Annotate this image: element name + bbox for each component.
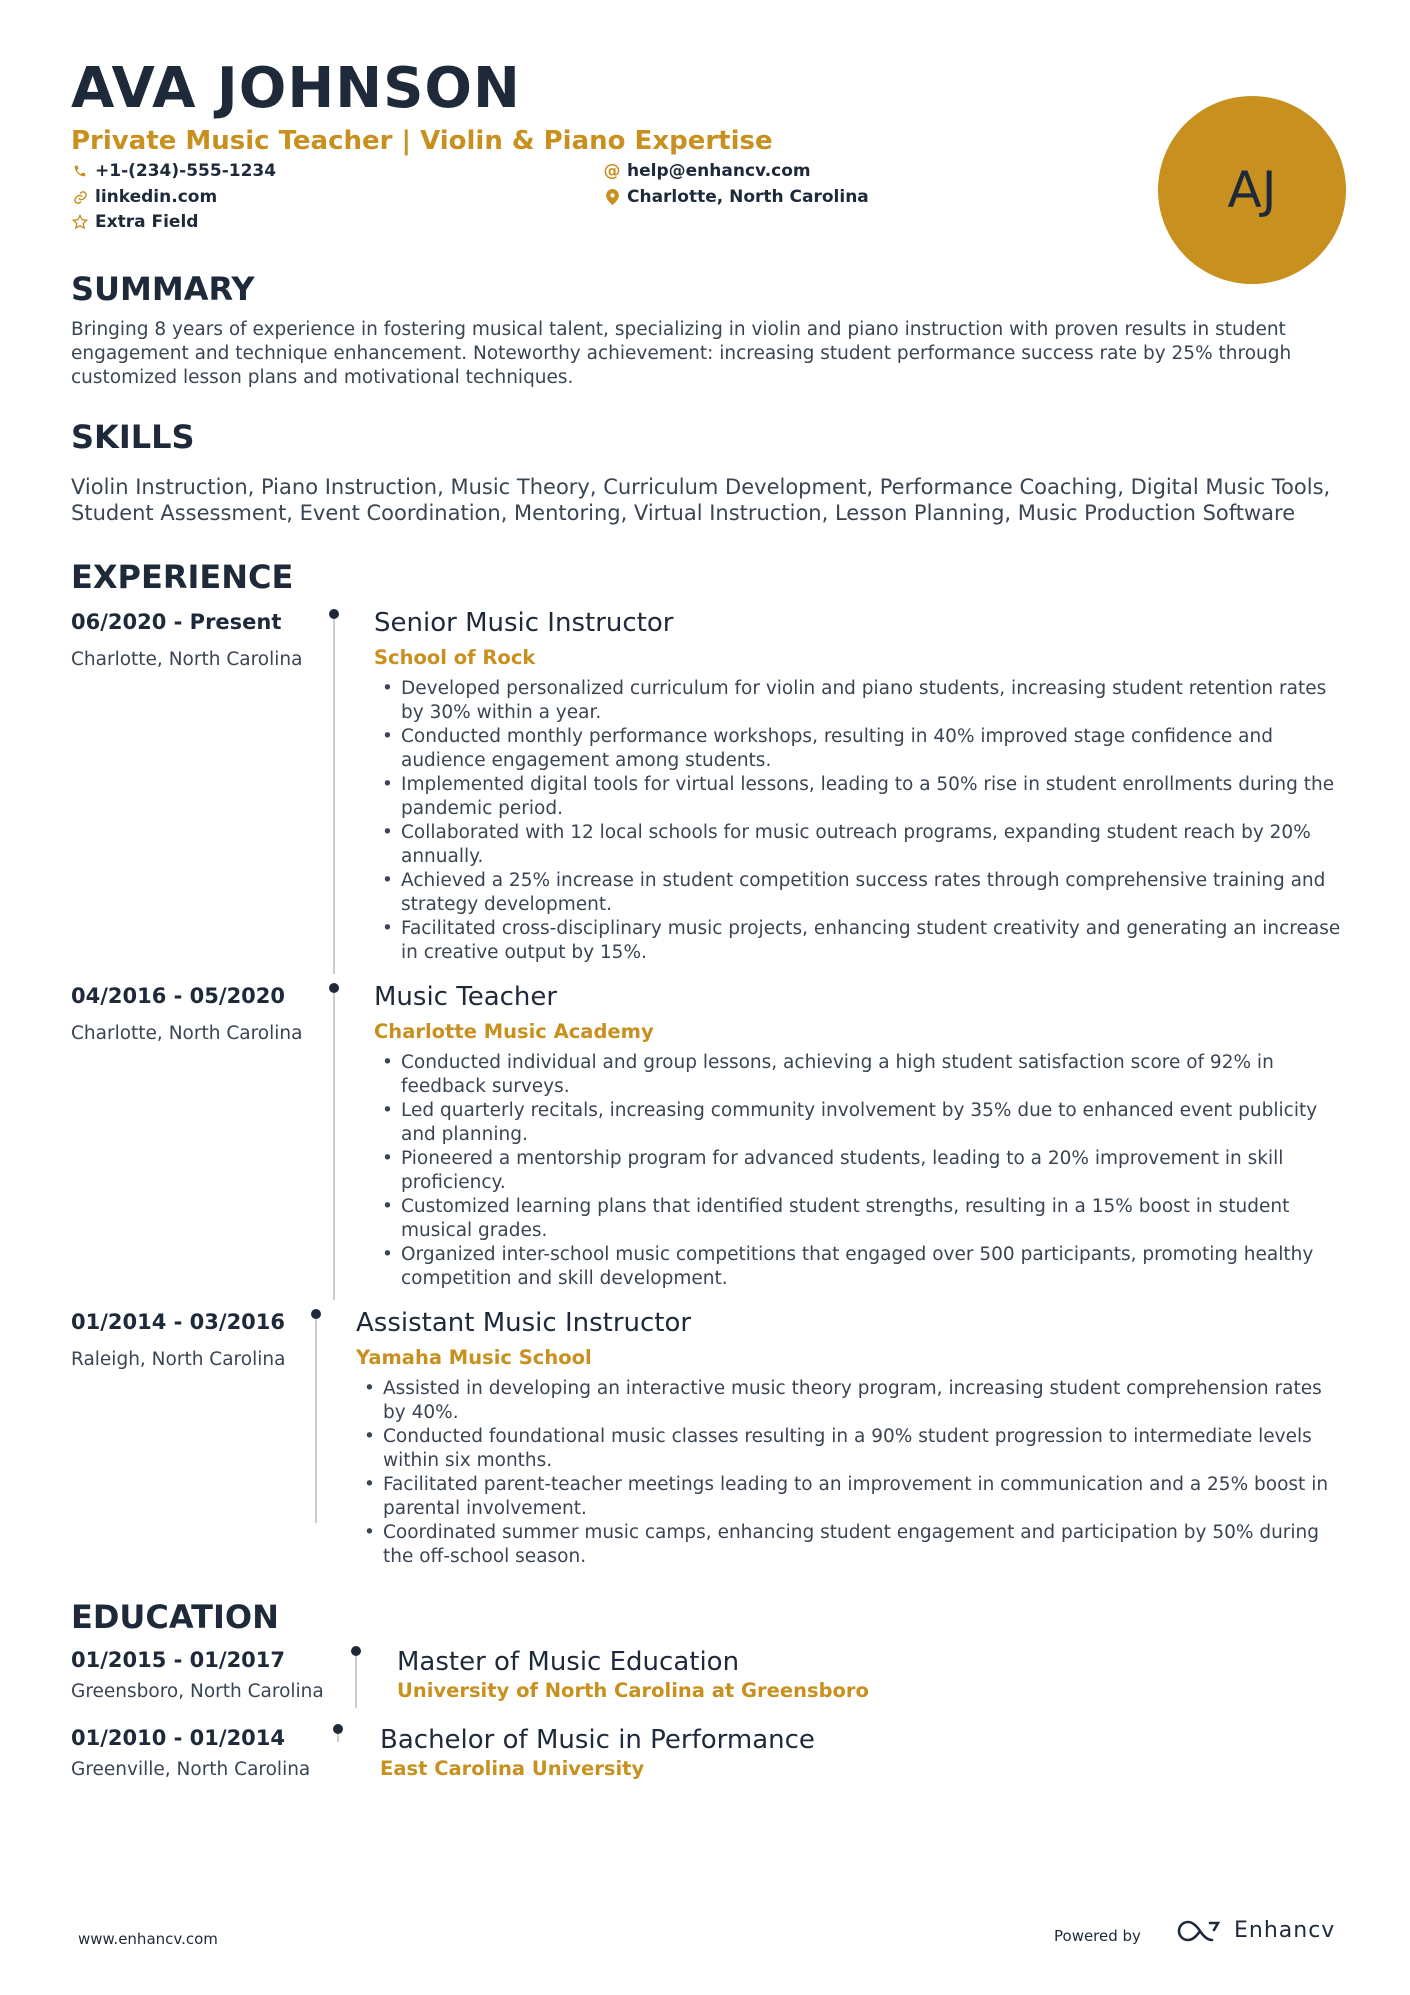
experience-title: EXPERIENCE — [71, 558, 294, 596]
linkedin-contact[interactable] — [71, 186, 217, 208]
timeline-line — [355, 1656, 357, 1708]
phone-icon — [71, 162, 89, 180]
extra-text: Extra Field — [95, 212, 199, 232]
email-text: help@enhancv.com — [627, 161, 811, 181]
timeline-dot — [311, 1309, 321, 1319]
infinity-icon — [1176, 1919, 1224, 1943]
footer-powered-by: Powered by — [1054, 1927, 1141, 1945]
timeline-dot — [329, 609, 339, 619]
at-icon: @ — [603, 161, 621, 181]
job-role: Assistant Music Instructor — [356, 1308, 692, 1338]
phone-contact[interactable] — [71, 160, 276, 182]
timeline-line — [333, 619, 335, 974]
edu-school: University of North Carolina at Greensboro — [397, 1679, 869, 1702]
timeline-dot — [333, 1724, 343, 1734]
job-bullet: • Achieved a 25% increase in student competition success rates through comprehensive training and strategy development. — [374, 869, 1344, 917]
timeline-line — [315, 1319, 317, 1523]
location-text: Charlotte, North Carolina — [627, 187, 869, 207]
job-location: Charlotte, North Carolina — [71, 649, 303, 670]
job-bullet: • Collaborated with 12 local schools for music outreach programs, expanding student reach by 20% annually. — [374, 821, 1344, 869]
phone-text: +1-(234)-555-1234 — [95, 161, 277, 181]
job-role: Music Teacher — [374, 982, 558, 1012]
job-role: Senior Music Instructor — [374, 608, 674, 638]
job-bullet: • Implemented digital tools for virtual lessons, leading to a 50% rise in student enrollments during the pandemic period. — [374, 773, 1344, 821]
summary-text: Bringing 8 years of experience in fostering musical talent, specializing in violin and piano instruction with proven results in student engagement and technique enhancement. Noteworthy achievement: increasing student performance success rate by 25% through customized lesson plans and motivational techniques. — [71, 319, 1292, 388]
job-bullet: • Coordinated summer music camps, enhancing student engagement and participation by 50% during the off-school season. — [356, 1521, 1346, 1569]
candidate-name: AVA JOHNSON — [71, 56, 521, 121]
map-pin-icon — [603, 188, 621, 206]
job-bullet: • Conducted foundational music classes resulting in a 90% student progression to intermediate levels within six months. — [356, 1425, 1346, 1473]
job-bullet: • Organized inter-school music competitions that engaged over 500 participants, promoting healthy competition and skill development. — [374, 1243, 1344, 1291]
job-dates: 04/2016 - 05/2020 — [71, 984, 286, 1008]
edu-degree: Bachelor of Music in Performance — [380, 1725, 815, 1755]
job-bullet: • Led quarterly recitals, increasing community involvement by 35% due to enhanced event publicity and planning. — [374, 1099, 1344, 1147]
timeline-dot — [351, 1646, 361, 1656]
email-contact[interactable] — [603, 160, 811, 182]
timeline-line — [333, 993, 335, 1300]
enhancv-logo[interactable] — [1176, 1918, 1335, 1943]
edu-dates: 01/2010 - 01/2014 — [71, 1726, 286, 1750]
job-bullets — [374, 1051, 1344, 1291]
edu-degree: Master of Music Education — [397, 1647, 740, 1677]
job-bullets — [374, 677, 1344, 965]
summary-title: SUMMARY — [71, 270, 255, 308]
job-bullet: • Pioneered a mentorship program for advanced students, leading to a 20% improvement in skill proficiency. — [374, 1147, 1344, 1195]
job-dates: 06/2020 - Present — [71, 610, 282, 634]
brand-name: Enhancv — [1234, 1918, 1336, 1943]
job-bullets — [356, 1377, 1346, 1569]
timeline-dot — [329, 983, 339, 993]
job-bullet: • Facilitated cross-disciplinary music projects, enhancing student creativity and generating an increase in creative output by 15%. — [374, 917, 1344, 965]
linkedin-text: linkedin.com — [95, 187, 218, 207]
skills-text: Violin Instruction, Piano Instruction, Music Theory, Curriculum Development, Performance Coaching, Digital Music Tools, Student Assessment, Event Coordination, Mentoring, Virtual Instruction, Lesson Planning, Music Production Software — [71, 475, 1331, 525]
timeline-line — [337, 1734, 339, 1742]
job-company: Charlotte Music Academy — [374, 1020, 654, 1043]
job-bullet: • Customized learning plans that identified student strengths, resulting in a 15% boost in student musical grades. — [374, 1195, 1344, 1243]
job-dates: 01/2014 - 03/2016 — [71, 1310, 286, 1334]
edu-dates: 01/2015 - 01/2017 — [71, 1648, 286, 1672]
edu-location: Greenville, North Carolina — [71, 1759, 311, 1780]
headline: Private Music Teacher | Violin & Piano Expertise — [71, 126, 773, 156]
avatar-initials: AJ — [1227, 161, 1277, 219]
footer-website[interactable]: www.enhancv.com — [78, 1930, 218, 1948]
star-icon — [71, 213, 89, 231]
edu-location: Greensboro, North Carolina — [71, 1681, 324, 1702]
skills-title: SKILLS — [71, 418, 195, 456]
link-icon — [71, 188, 89, 206]
avatar — [1158, 96, 1346, 284]
education-title: EDUCATION — [71, 1598, 279, 1636]
job-bullet: • Conducted individual and group lessons, achieving a high student satisfaction score of 92% in feedback surveys. — [374, 1051, 1344, 1099]
job-bullet: • Assisted in developing an interactive music theory program, increasing student comprehension rates by 40%. — [356, 1377, 1346, 1425]
job-company: School of Rock — [374, 646, 536, 669]
location-contact — [603, 186, 869, 208]
job-location: Raleigh, North Carolina — [71, 1349, 286, 1370]
job-bullet: • Developed personalized curriculum for violin and piano students, increasing student retention rates by 30% within a year. — [374, 677, 1344, 725]
extra-field — [71, 211, 198, 233]
job-bullet: • Conducted monthly performance workshops, resulting in 40% improved stage confidence and audience engagement among students. — [374, 725, 1344, 773]
job-company: Yamaha Music School — [356, 1346, 592, 1369]
edu-school: East Carolina University — [380, 1757, 645, 1780]
job-location: Charlotte, North Carolina — [71, 1023, 303, 1044]
job-bullet: • Facilitated parent-teacher meetings leading to an improvement in communication and a 25% boost in parental involvement. — [356, 1473, 1346, 1521]
